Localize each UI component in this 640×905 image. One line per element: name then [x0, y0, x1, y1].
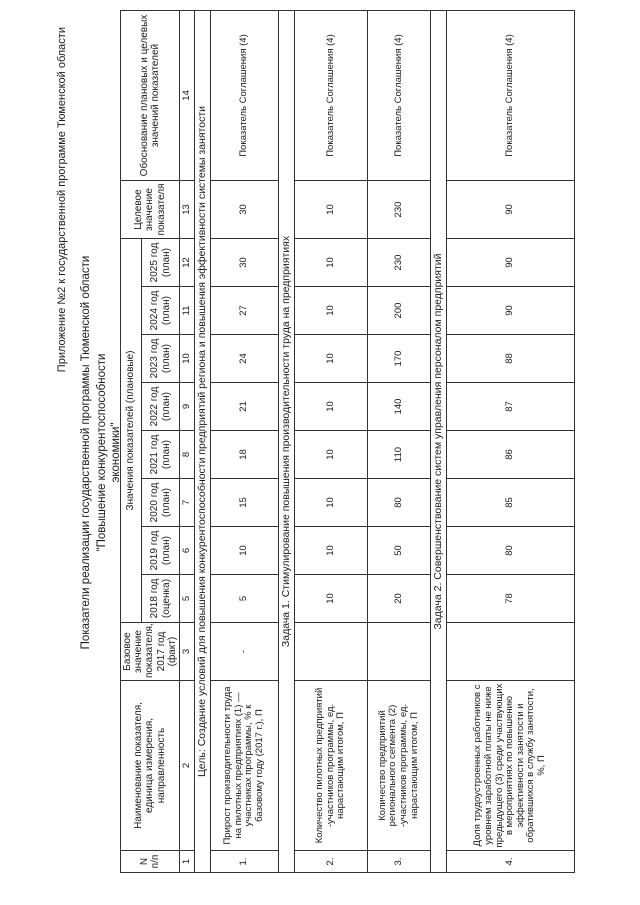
row-number: 3.	[367, 851, 430, 873]
goal-row: Цель: Создание условий для повышения конкурентоспособности предприятий региона и повышения эффективности системы занятости	[194, 11, 210, 873]
table-row	[210, 11, 278, 873]
value-2019: 50	[367, 527, 430, 575]
value-2023: 170	[367, 335, 430, 383]
value-2024: 200	[367, 287, 430, 335]
value-2020: 80	[367, 479, 430, 527]
target-value: 10	[294, 181, 367, 239]
header-year-2018: 2018 год (оценка)	[142, 575, 180, 623]
value-2023: 10	[294, 335, 367, 383]
column-number: 3	[179, 623, 194, 681]
value-2024: 27	[210, 287, 278, 335]
value-2022: 10	[294, 383, 367, 431]
value-2023: 24	[210, 335, 278, 383]
value-2018: 5	[210, 575, 278, 623]
value-2021: 86	[446, 431, 574, 479]
row-number: 1.	[210, 851, 278, 873]
value-2025: 230	[367, 239, 430, 287]
value-2023: 88	[446, 335, 574, 383]
column-number: 5	[179, 575, 194, 623]
column-number: 11	[179, 287, 194, 335]
column-number-row	[179, 11, 194, 873]
column-number: 6	[179, 527, 194, 575]
value-2022: 21	[210, 383, 278, 431]
column-number: 7	[179, 479, 194, 527]
header-year-2023: 2023 год (план)	[142, 335, 180, 383]
value-2021: 18	[210, 431, 278, 479]
row-number: 4.	[446, 851, 574, 873]
base-value	[294, 623, 367, 681]
column-number: 14	[179, 11, 194, 181]
value-2024: 90	[446, 287, 574, 335]
header-year-2025: 2025 год (план)	[142, 239, 180, 287]
value-2018: 20	[367, 575, 430, 623]
indicators-table	[120, 10, 575, 873]
header-base-value: Базовое значение показателя, 2017 год (факт)	[121, 623, 180, 681]
header-year-2019: 2019 год (план)	[142, 527, 180, 575]
header-year-2021: 2021 год (план)	[142, 431, 180, 479]
indicator-name: Количество пилотных предприятий -участников программы, ед. нарастающим итогом, П	[294, 681, 367, 851]
value-2022: 87	[446, 383, 574, 431]
justification: Показатель Соглашения (4)	[446, 11, 574, 181]
base-value: -	[210, 623, 278, 681]
table-title-line-3: экономики"	[110, 422, 122, 483]
value-2020: 15	[210, 479, 278, 527]
header-year-2024: 2024 год (план)	[142, 287, 180, 335]
table-row	[367, 11, 430, 873]
table-title-line-1: Показатели реализации государственной программы Тюменской области	[80, 255, 92, 650]
header-justification: Обоснование плановых и целевых значений показателей	[121, 11, 180, 181]
column-number: 9	[179, 383, 194, 431]
table-title-line-2: "Повышение конкурентоспособности	[96, 353, 108, 552]
indicator-name: Доля трудоустроенных работников с уровнем заработной платы не ниже предыдущего (3) среди участвующих в мероприятиях по повышению эффективности занятости и обратившихся в службу занятости, %, П	[446, 681, 574, 851]
column-number: 12	[179, 239, 194, 287]
column-number: 1	[179, 851, 194, 873]
value-2019: 10	[294, 527, 367, 575]
column-number: 10	[179, 335, 194, 383]
value-2018: 78	[446, 575, 574, 623]
header-number: N п/п	[121, 851, 180, 873]
justification: Показатель Соглашения (4)	[210, 11, 278, 181]
task-2-row: Задача 2. Совершенствование систем управления персоналом предприятий	[430, 11, 446, 873]
target-value: 30	[210, 181, 278, 239]
table-row	[294, 11, 367, 873]
task-1-row: Задача 1. Стимулирование повышения производительности труда на предприятиях	[278, 11, 294, 873]
column-number: 2	[179, 681, 194, 851]
value-2019: 80	[446, 527, 574, 575]
column-number: 8	[179, 431, 194, 479]
value-2025: 30	[210, 239, 278, 287]
value-2019: 10	[210, 527, 278, 575]
header-target-value: Целевое значение показателя	[121, 181, 180, 239]
value-2021: 110	[367, 431, 430, 479]
value-2025: 10	[294, 239, 367, 287]
header-planned-values: Значения показателей (плановые)	[121, 239, 142, 623]
justification: Показатель Соглашения (4)	[294, 11, 367, 181]
row-number: 2.	[294, 851, 367, 873]
justification: Показатель Соглашения (4)	[367, 11, 430, 181]
value-2018: 10	[294, 575, 367, 623]
appendix-note: Приложение №2 к государственной программе Тюменской области	[56, 27, 68, 373]
value-2021: 10	[294, 431, 367, 479]
header-indicator-name: Наименование показателя, единица измерения, направленность	[121, 681, 180, 851]
value-2024: 10	[294, 287, 367, 335]
base-value	[446, 623, 574, 681]
header-year-2022: 2022 год (план)	[142, 383, 180, 431]
value-2020: 10	[294, 479, 367, 527]
base-value	[367, 623, 430, 681]
column-number: 13	[179, 181, 194, 239]
value-2025: 90	[446, 239, 574, 287]
value-2020: 85	[446, 479, 574, 527]
target-value: 230	[367, 181, 430, 239]
table-row	[446, 11, 574, 873]
indicator-name: Количество предприятий регионального сегмента (2) -участников программы, ед. нарастающим итогом, П	[367, 681, 430, 851]
value-2022: 140	[367, 383, 430, 431]
target-value: 90	[446, 181, 574, 239]
indicator-name: Прирост производительности труда на пилотных предприятиях (1) — участниках программы, % к базовому году (2017 г.), П	[210, 681, 278, 851]
header-year-2020: 2020 год (план)	[142, 479, 180, 527]
